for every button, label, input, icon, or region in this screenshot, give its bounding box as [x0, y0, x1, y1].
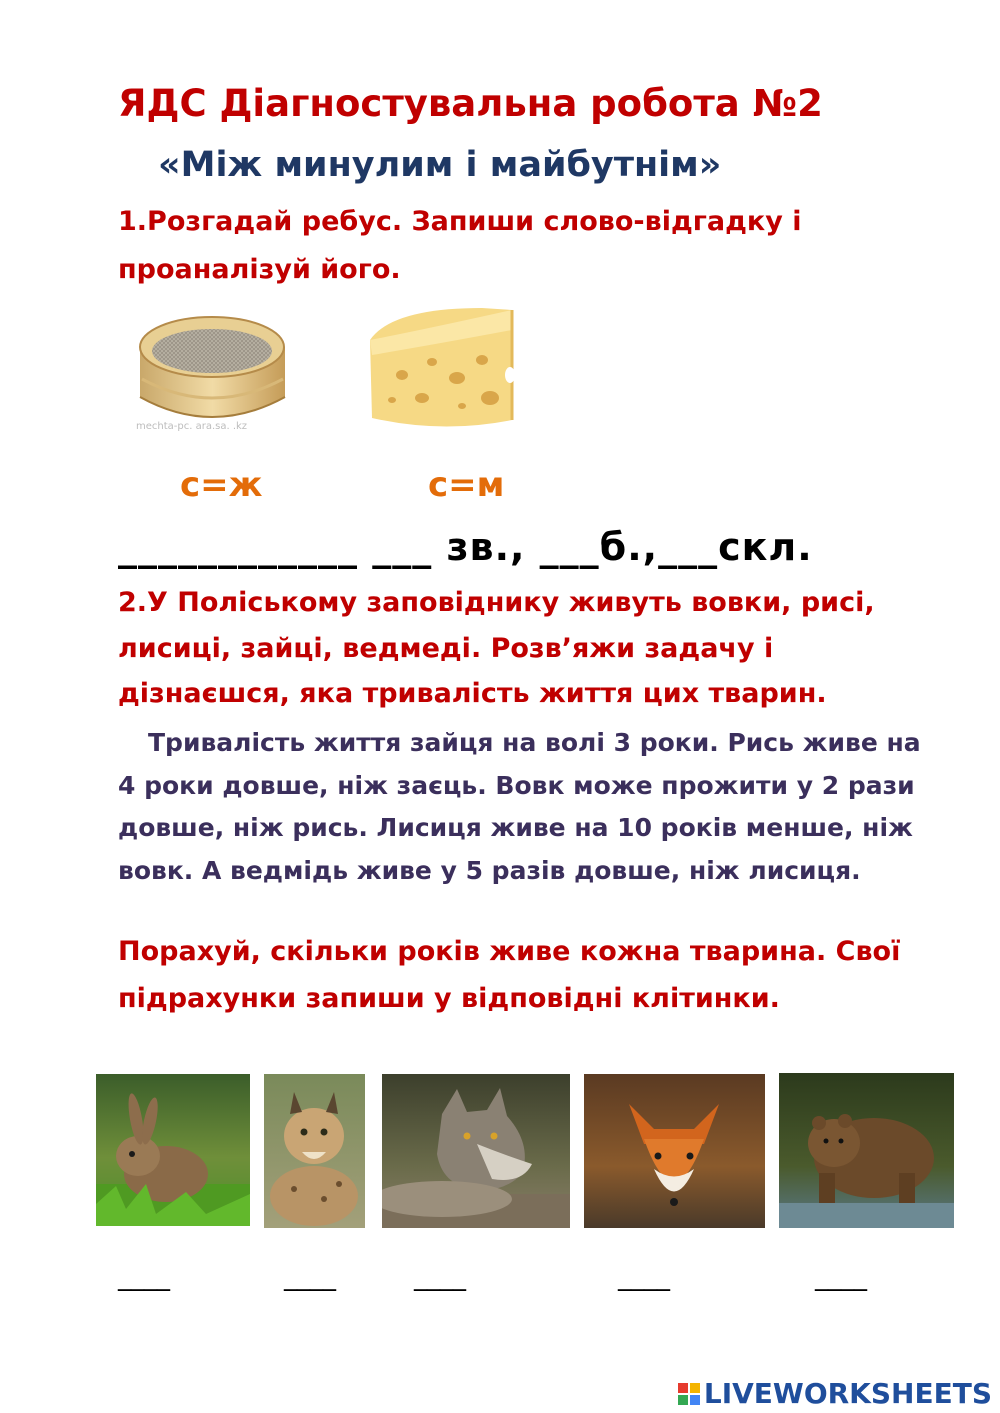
answer-blank-bear[interactable]: ____: [815, 1262, 867, 1292]
task-2-instruction: Порахуй, скільки років живе кожна тварина. Свої підрахунки запиши у відповідні клітинки.: [118, 936, 901, 1014]
fox-icon: [584, 1074, 765, 1228]
rebus-hint-1: с=ж: [180, 465, 263, 505]
task-2-prompt: 2.У Поліському заповіднику живуть вовки, рисі, лисиці, зайці, ведмеді. Розв’яжи задачу і дізнаєшся, яка тривалість життя цих тварин.: [118, 587, 875, 709]
answer-blank-lynx[interactable]: ____: [284, 1262, 336, 1292]
task-2-story: Тривалість життя зайця на волі 3 роки. Рись живе на 4 роки довше, ніж заєць. Вовк може прожити у 2 рази довше, ніж рись. Лисиця живе на 10 років менше, ніж вовк. А ведмідь живе у 5 разів довше, ніж лисиця.: [118, 728, 921, 885]
cheese-icon: [362, 300, 518, 435]
rabbit-icon: [96, 1074, 250, 1226]
lynx-icon: [264, 1074, 365, 1228]
answer-blank-wolf[interactable]: ____: [414, 1262, 466, 1292]
image-watermark: mechta-pc. ara.sa. .kz: [136, 421, 248, 432]
sieve-icon: [130, 297, 295, 437]
worksheet-title: ЯДС Діагностувальна робота №2: [118, 82, 823, 125]
liveworksheets-mark-icon: [678, 1383, 700, 1405]
wolf-icon: [382, 1074, 570, 1228]
task-1-prompt: 1.Розгадай ребус. Запиши слово-відгадку і проаналізуй його.: [118, 206, 802, 285]
answer-blank-rabbit[interactable]: ____: [118, 1262, 170, 1292]
brand-name: LIVEWORKSHEETS: [703, 1377, 992, 1410]
worksheet-subtitle: «Між минулим і майбутнім»: [158, 145, 722, 185]
answer-blank-fox[interactable]: ____: [618, 1262, 670, 1292]
bear-icon: [779, 1073, 954, 1228]
liveworksheets-logo[interactable]: [678, 1377, 992, 1410]
answer-field-line[interactable]: ____________ ___ зв., ___б.,___скл.: [118, 525, 813, 569]
rebus-hint-2: с=м: [428, 465, 505, 505]
